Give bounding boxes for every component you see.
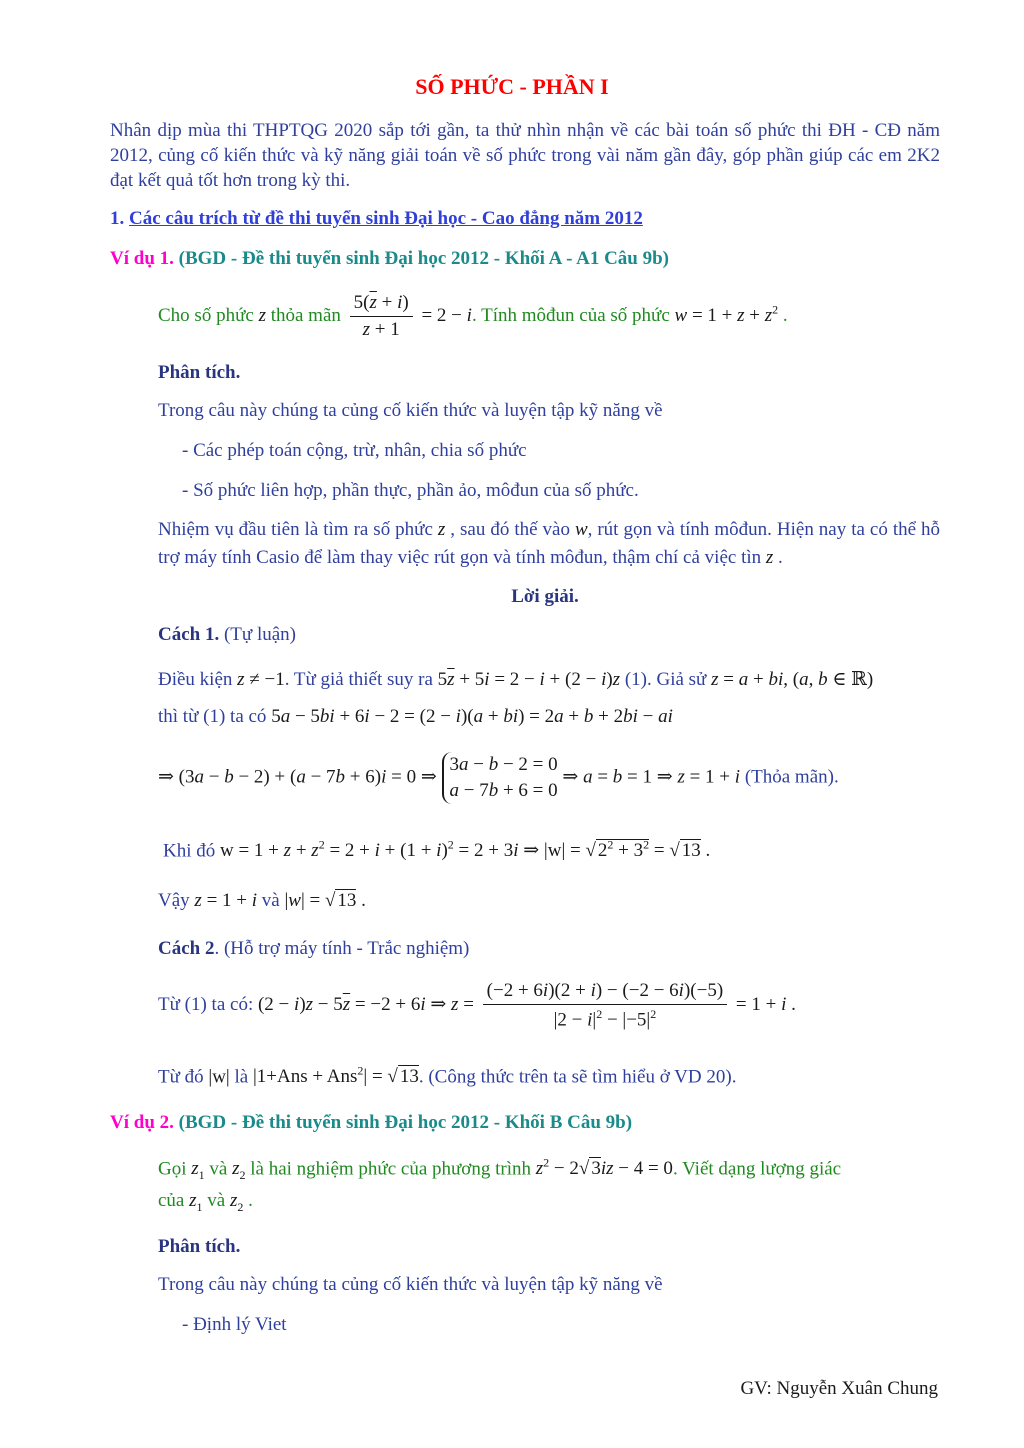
method-1-modulus: Khi đó $w = 1 + z + z^2 = 2 + i + (1 + i)^2 = 2 + 3i$ ⇒ |w| = √ $2^2 + 3^2$ = √ 13 . [163,838,711,862]
intro-paragraph: Nhân dịp mùa thi THPTQG 2020 sắp tới gần, ta thử nhìn nhận về các bài toán số phức thi ĐH - CĐ năm 2012, củng cố kiến thức và kỹ năng giải toán về số phức trong vài năm gần đây, góp phần giúp các em 2K2 đạt kết quả tốt hơn trong kỳ thi. [110,120,940,191]
method-1-system: ⇒ (3a − b − 2) + (a − 7b + 6)i = 0 ⇒ 3a − b − 2 = 0 a − 7b + 6 = 0 ⇒ a = b = 1 ⇒ z = 1 + i (Thỏa mãn). [158,752,839,804]
method-1-step: thì từ (1) ta có 5a − 5bi + 6i − 2 = (2 − i)(a + bi) = 2a + b + 2bi − ai [158,706,673,727]
example-1-heading: Ví dụ 1. (BGD - Đề thi tuyển sinh Đại học 2012 - Khối A - A1 Câu 9b) [110,248,670,269]
page-title: SỐ PHỨC - PHẦN I [415,74,609,99]
example-1-analysis-heading: Phân tích. [158,362,241,383]
example-1-task: Nhiệm vụ đầu tiên là tìm ra số phức z , sau đó thế vào w, rút gọn và tính môđun. Hiện nay ta có thể hỗ trợ máy tính Casio để làm thay việc rút gọn và tính môđun, thậm chí cả việc tìn z . [158,519,941,568]
example-1-bullet-2: - Số phức liên hợp, phần thực, phần ảo, môđun của số phức. [182,480,639,501]
example-2-problem-cont: của $z_1$ và $z_2$ . [158,1190,253,1214]
example-2-problem: Gọi $z_1$ và $z_2$ là hai nghiệm phức của phương trình $z^2 - 2√$ 3iz − 4 = 0. Viết dạng lượng giác [158,1156,842,1183]
method-1-condition: Điều kiện z ≠ −1. Từ giả thiết suy ra $5\overline{z} + 5i = 2 - i + (2 - i)z$ (1). Giả sử z = a + bi, (a, b ∈ ℝ) [158,669,874,690]
section-heading: 1. Các câu trích từ đề thi tuyển sinh Đại học - Cao đẳng năm 2012 [110,208,643,229]
example-1-analysis-lead: Trong câu này chúng ta củng cố kiến thức và luyện tập kỹ năng về [158,400,663,421]
method-2-heading: Cách 2. (Hỗ trợ máy tính - Trắc nghiệm) [158,938,470,959]
example-2-analysis-lead: Trong câu này chúng ta củng cố kiến thức và luyện tập kỹ năng về [158,1274,663,1295]
method-1-conclusion: Vậy z = 1 + i và |w| = √ 13 . [158,890,366,911]
method-1-heading: Cách 1. (Tự luận) [158,624,297,645]
example-2-bullet-1: - Định lý Viet [182,1314,287,1335]
example-1-problem: Cho số phức z thỏa mãn $\frac{5(\overline{z} + i)}{z + 1}$ = 2 − i. Tính môđun của số phức $w = 1 + z + z^2$ . [158,292,788,340]
example-2-heading: Ví dụ 2. (BGD - Đề thi tuyển sinh Đại học 2012 - Khối B Câu 9b) [110,1112,633,1133]
footer-author: GV: Nguyễn Xuân Chung [740,1378,938,1399]
example-1-bullet-1: - Các phép toán cộng, trừ, nhân, chia số phức [182,440,527,461]
method-2-calculator: Từ đó |w| là |1+Ans + Ans$^2$| = √ 13. (Công thức trên ta sẽ tìm hiểu ở VD 20). [158,1064,737,1088]
solution-heading: Lời giải. [511,586,579,607]
example-2-analysis-heading: Phân tích. [158,1236,241,1257]
method-2-formula: Từ (1) ta có: $(2 - i)z - 5\overline{z} = -2 + 6i$ ⇒ z = $\frac{(-2 + 6i)(2 + i) - (-2 - 6i)(-5)}{|2 - i|^2 - |-5|^2}$ = 1 + i . [158,980,796,1031]
